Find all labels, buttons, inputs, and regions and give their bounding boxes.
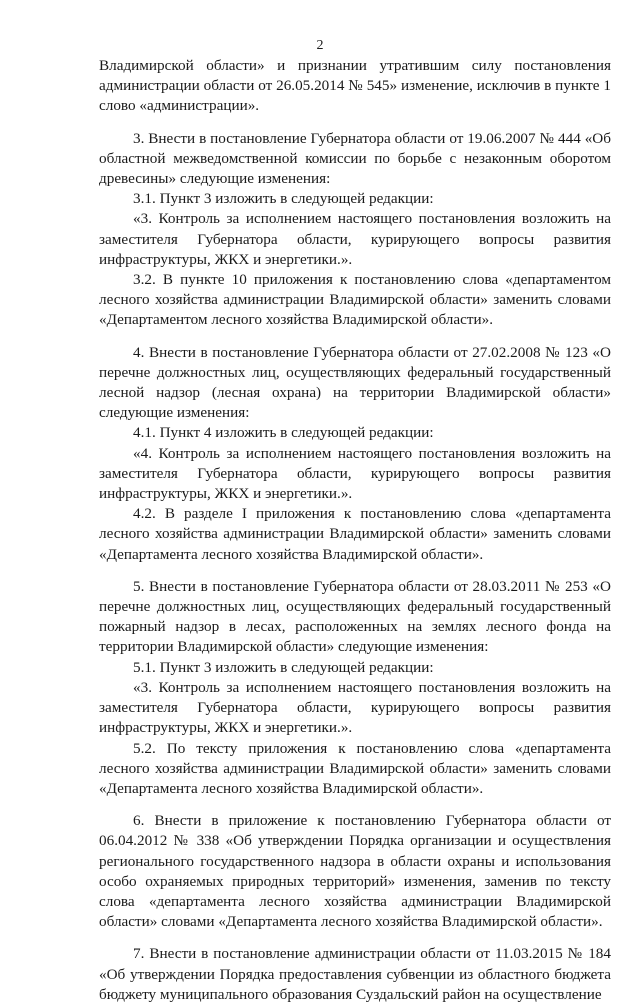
paragraph-item-5: 5. Внести в постановление Губернатора области от 28.03.2011 № 253 «О перечне должностных лиц, осуществляющих федеральный государственный пожарный надзор в лесах, расположенных на землях лесного фонда на территории Владимирской области» следующие изменения: <box>99 577 611 656</box>
paragraph-item-3-1: 3.1. Пункт 3 изложить в следующей редакции: <box>133 190 434 208</box>
paragraph-quote-5: «3. Контроль за исполнением настоящего постановления возложить на заместителя Губернатора области, курирующего вопросы развития инфраструктуры, ЖКХ и энергетики.». <box>99 678 611 737</box>
paragraph-item-5-2: 5.2. По тексту приложения к постановлению слова «департамента лесного хозяйства администрации Владимирской области» заменить словами «Департамента лесного хозяйства Владимирской области». <box>99 739 611 797</box>
paragraph-item-4-1: 4.1. Пункт 4 изложить в следующей редакции: <box>133 424 434 442</box>
paragraph-quote-4: «4. Контроль за исполнением настоящего постановления возложить на заместителя Губернатора области, курирующего вопросы развития инфраструктуры, ЖКХ и энергетики.». <box>99 444 611 503</box>
paragraph-quote-3: «3. Контроль за исполнением настоящего постановления возложить на заместителя Губернатора области, курирующего вопросы развития инфраструктуры, ЖКХ и энергетики.». <box>99 210 611 268</box>
paragraph-item-5-1: 5.1. Пункт 3 изложить в следующей редакции: <box>133 658 434 676</box>
paragraph-item-3: 3. Внести в постановление Губернатора области от 19.06.2007 № 444 «Об областной межведомственной комиссии по борьбе с незаконным оборотом древесины» следующие изменения: <box>99 129 611 188</box>
paragraph-item-7: 7. Внести в постановление администрации области от 11.03.2015 № 184 «Об утверждении Порядка предоставления субвенции из областного бюджета бюджету муниципального образования Суздальский район на осуществление <box>99 945 611 1003</box>
paragraph-item-4-2: 4.2. В разделе I приложения к постановлению слова «департамента лесного хозяйства администрации Владимирской области» заменить словами «Департамента лесного хозяйства Владимирской области». <box>99 505 611 563</box>
page-number: 2 <box>316 38 324 53</box>
paragraph-continuation: Владимирской области» и признании утратившим силу постановления администрации области от 26.05.2014 № 545» изменение, исключив в пункте 1 слово «администрации». <box>99 57 611 115</box>
paragraph-item-4: 4. Внести в постановление Губернатора области от 27.02.2008 № 123 «О перечне должностных лиц, осуществляющих федеральный государственный лесной надзор (лесная охрана) на территории Владимирской области» следующие изменения: <box>99 343 611 422</box>
paragraph-item-3-2: 3.2. В пункте 10 приложения к постановлению слова «департаментом лесного хозяйства администрации Владимирской области» заменить словами «Департаментом лесного хозяйства Владимирской области». <box>99 271 611 329</box>
document-body <box>99 56 611 1005</box>
paragraph-item-6: 6. Внести в приложение к постановлению Губернатора области от 06.04.2012 № 338 «Об утверждении Порядка организации и осуществления регионального государственного надзора в области охраны и использования особо охраняемых природных территорий» изменения, заменив по тексту слова «департамента лесного хозяйства администрации Владимирской области» словами «Департамента лесного хозяйства Владимирской области». <box>99 812 611 931</box>
